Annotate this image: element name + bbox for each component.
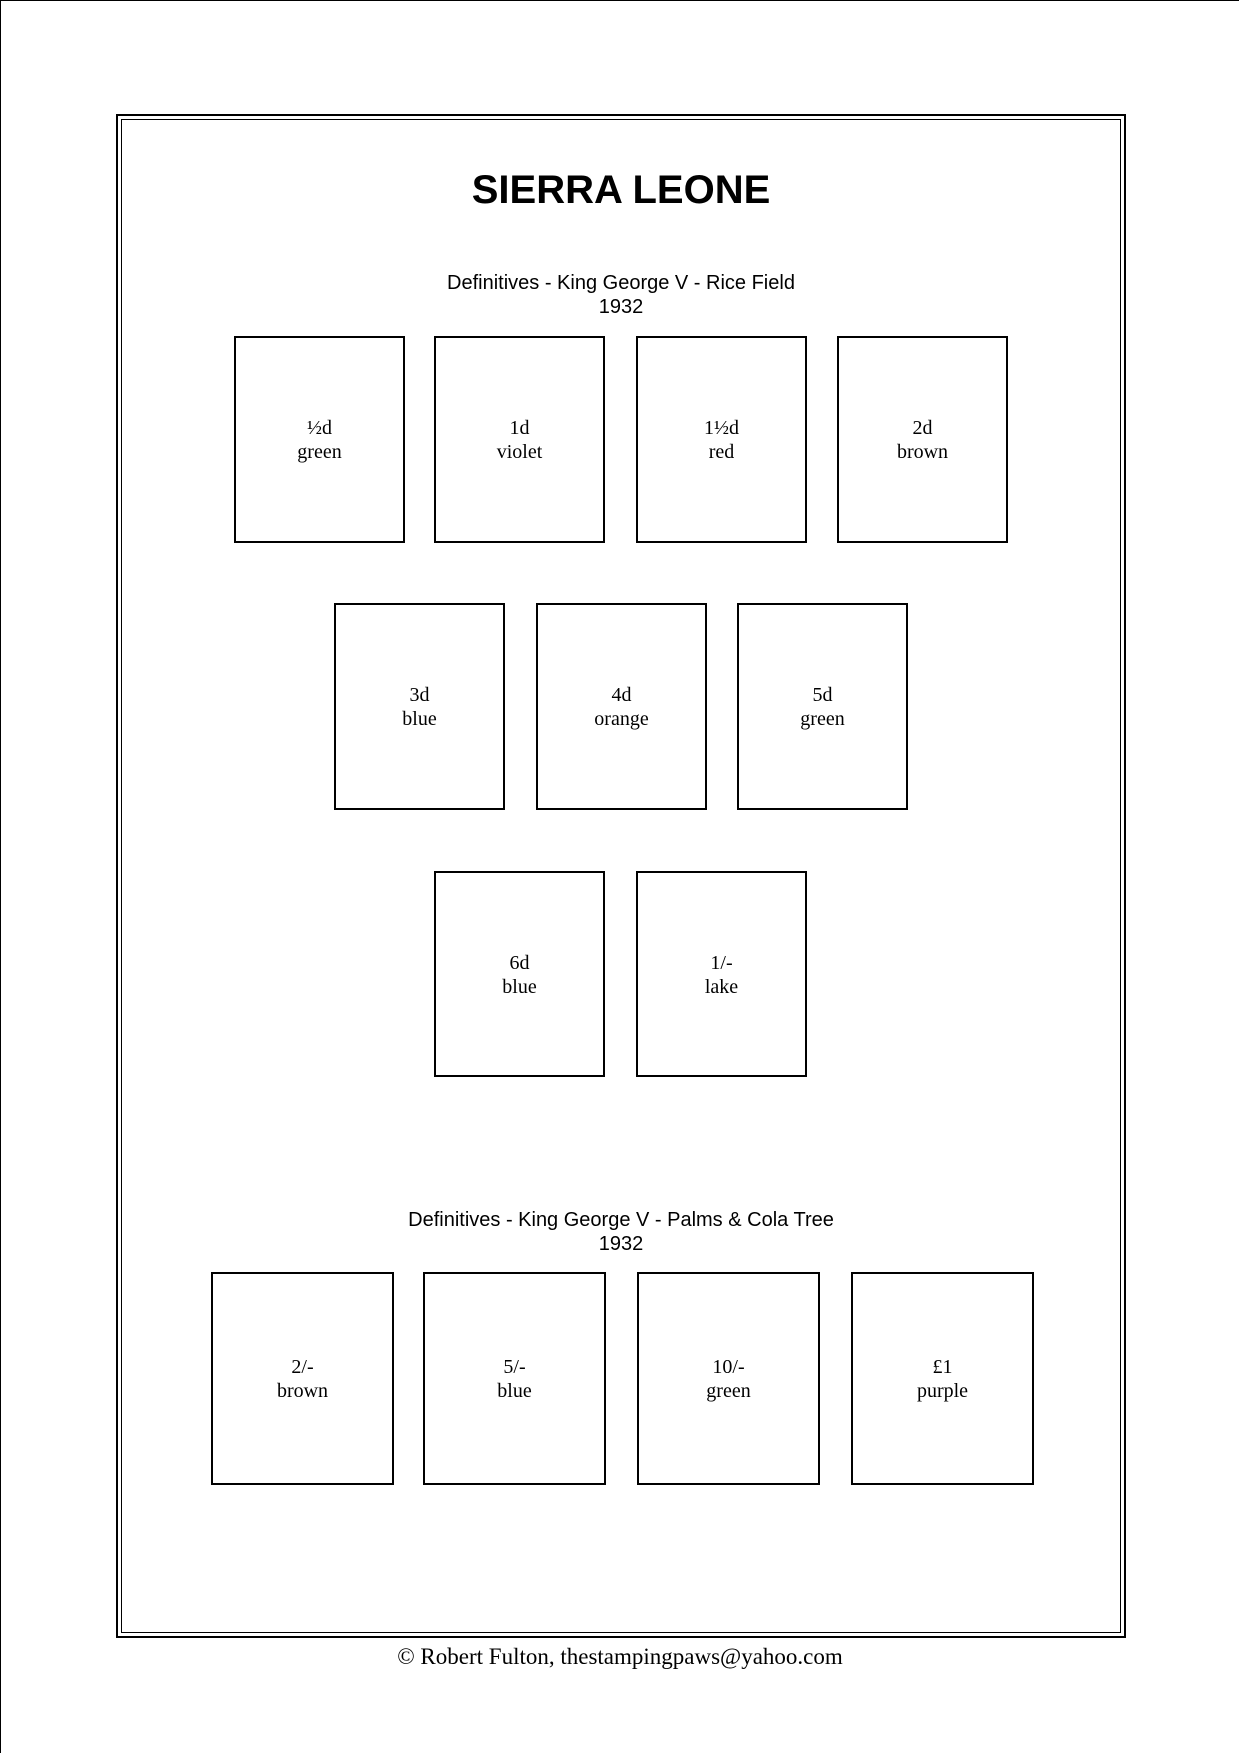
section-title: Definitives - King George V - Rice Field (447, 272, 795, 294)
stamp-color: red (708, 441, 735, 463)
stamp-box (636, 336, 807, 543)
stamp-value: 5/- (503, 1356, 526, 1378)
stamp-box (837, 336, 1008, 543)
stamp-color: blue (402, 708, 437, 730)
copyright-footer: © Robert Fulton, thestampingpaws@yahoo.com (397, 1644, 843, 1669)
stamp-value: 10/- (712, 1356, 745, 1378)
stamp-box (334, 603, 505, 810)
stamp-value: 1/- (710, 952, 733, 974)
stamp-color: brown (896, 441, 949, 463)
stamp-value: 5d (812, 684, 833, 706)
stamp-value: 1d (509, 417, 530, 439)
stamp-box (423, 1272, 606, 1485)
stamp-box (851, 1272, 1034, 1485)
section-year: 1932 (598, 296, 644, 318)
stamp-value: 2d (912, 417, 933, 439)
stamp-box (434, 336, 605, 543)
stamp-value: 4d (611, 684, 632, 706)
section-heading-palms-cola-tree (121, 1208, 1121, 1256)
stamp-box (536, 603, 707, 810)
stamp-value: £1 (932, 1356, 953, 1378)
stamp-box (737, 603, 908, 810)
stamp-value: 1½d (704, 417, 739, 439)
stamp-color: lake (704, 976, 739, 998)
stamp-color: green (800, 708, 845, 730)
section-title: Definitives - King George V - Palms & Cola Tree (408, 1209, 834, 1231)
stamp-color: purple (916, 1380, 969, 1402)
stamp-value: 6d (509, 952, 530, 974)
stamp-value: 2/- (291, 1356, 314, 1378)
stamp-color: brown (276, 1380, 329, 1402)
stamp-color: blue (497, 1380, 532, 1402)
stamp-color: green (297, 441, 342, 463)
section-year: 1932 (598, 1233, 644, 1255)
stamp-value: ½d (307, 417, 332, 439)
section-heading-rice-field (121, 271, 1121, 319)
stamp-box (434, 871, 605, 1077)
stamp-box (234, 336, 405, 543)
stamp-color: orange (594, 708, 649, 730)
stamp-color: blue (502, 976, 537, 998)
stamp-box (211, 1272, 394, 1485)
stamp-box (636, 871, 807, 1077)
page-title: SIERRA LEONE (471, 168, 771, 212)
stamp-box (637, 1272, 820, 1485)
stamp-color: green (706, 1380, 751, 1402)
stamp-color: violet (496, 441, 543, 463)
stamp-value: 3d (409, 684, 430, 706)
